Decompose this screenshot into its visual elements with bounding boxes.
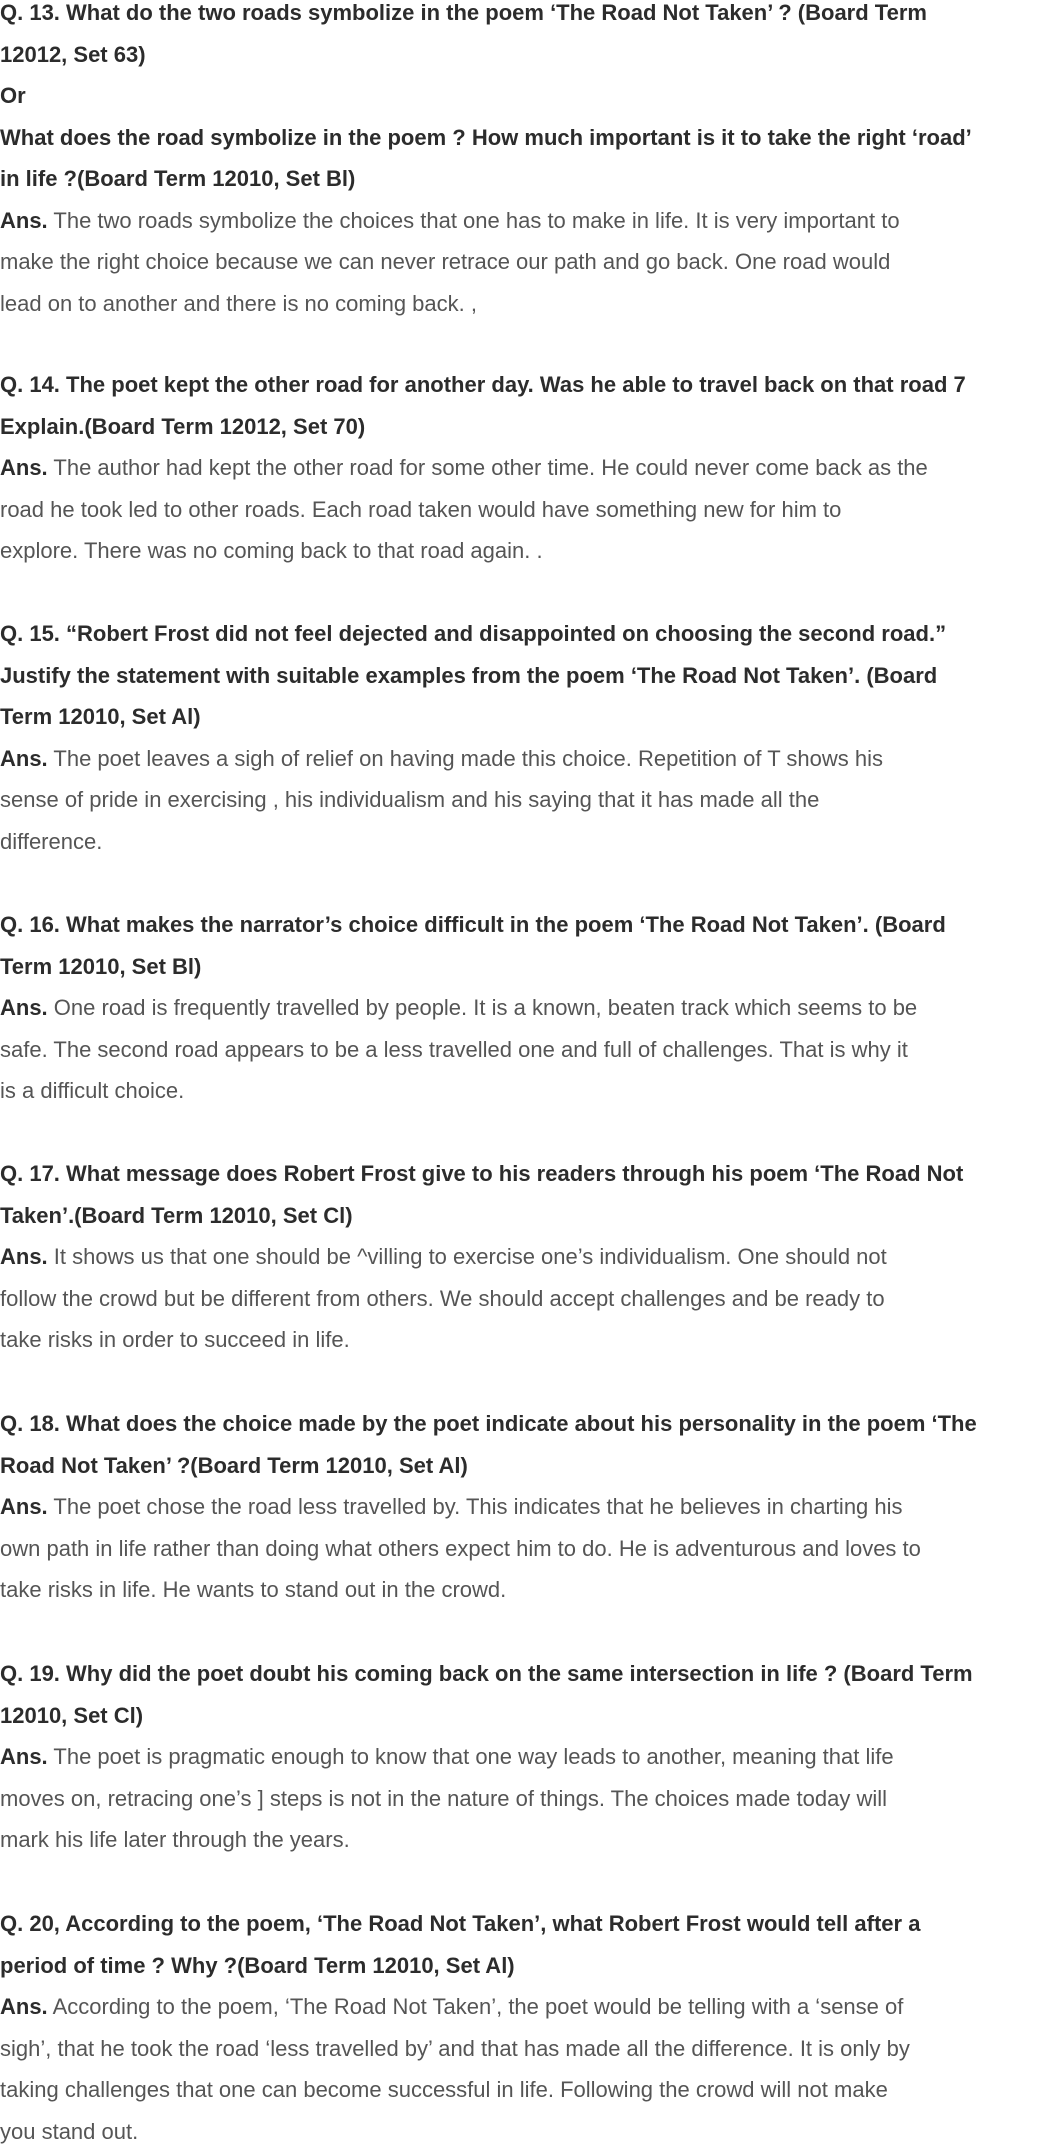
answer-line: take risks in order to succeed in life. (0, 1327, 350, 1352)
question-line: Justify the statement with suitable examples from the poem ‘The Road Not Taken’. (Board (0, 662, 938, 688)
qa-block-19 (0, 1653, 1057, 1861)
answer-line (0, 1236, 1057, 1278)
qa-block-18 (0, 1403, 1057, 1611)
question-line: in life ?(Board Term 12010, Set Bl) (0, 166, 356, 191)
question-line: Q. 15. “Robert Frost did not feel dejected and disappointed on choosing the second road.” (0, 621, 947, 646)
answer-line (0, 1486, 1057, 1528)
answer-label: Ans. (0, 745, 48, 771)
answer-line: taking challenges that one can become successful in life. Following the crowd will not make (0, 2077, 888, 2102)
answer-line: you stand out. (0, 2118, 139, 2144)
answer-line (0, 200, 1057, 242)
qa-block-16 (0, 904, 1057, 1112)
question-line: Taken’.(Board Term 12010, Set Cl) (0, 1202, 353, 1228)
question-line: Q. 13. What do the two roads symbolize in the poem ‘The Road Not Taken’ ? (Board Term (0, 0, 927, 25)
answer-text: According to the poem, ‘The Road Not Taken’, the poet would be telling with a ‘sense of (47, 1994, 904, 2019)
qa-block-14 (0, 364, 1057, 572)
answer-line: difference. (0, 828, 103, 854)
answer-text: One road is frequently travelled by people. It is a known, beaten track which seems to be (47, 995, 918, 1020)
answer-line (0, 447, 1057, 489)
question-line: Q. 20, According to the poem, ‘The Road Not Taken’, what Robert Frost would tell after a (0, 1911, 921, 1936)
answer-label: Ans. (0, 995, 48, 1020)
question-line: Term 12010, Set Al) (0, 704, 201, 729)
answer-text: The poet leaves a sigh of relief on having made this choice. Repetition of T shows his (47, 745, 883, 771)
question-line: Q. 14. The poet kept the other road for another day. Was he able to travel back on that road 7 (0, 372, 966, 397)
answer-line: sigh’, that he took the road ‘less travelled by’ and that has made all the difference. It is only by (0, 2035, 910, 2061)
answer-text: The two roads symbolize the choices that one has to make in life. It is very important to (47, 207, 900, 233)
question-line: Term 12010, Set Bl) (0, 953, 202, 979)
answer-label: Ans. (0, 1744, 48, 1769)
answer-line: safe. The second road appears to be a less travelled one and full of challenges. That is why it (0, 1036, 908, 1062)
question-line: What does the road symbolize in the poem ? How much important is it to take the right ‘road’ (0, 124, 972, 150)
question-line: 12012, Set 63) (0, 41, 146, 67)
question-line: Explain.(Board Term 12012, Set 70) (0, 413, 366, 439)
answer-label: Ans. (0, 1494, 48, 1519)
answer-line: take risks in life. He wants to stand out in the crowd. (0, 1577, 507, 1602)
answer-label: Ans. (0, 207, 48, 233)
answer-line: follow the crowd but be different from others. We should accept challenges and be ready to (0, 1285, 885, 1311)
question-line: Or (0, 83, 26, 108)
answer-label: Ans. (0, 1244, 48, 1269)
question-line: Q. 19. Why did the poet doubt his coming back on the same intersection in life ? (Board Term (0, 1661, 973, 1686)
qa-block-13 (0, 0, 1057, 324)
answer-line (0, 1986, 1057, 2028)
qa-block-20 (0, 1903, 1057, 2148)
answer-text: The poet is pragmatic enough to know that one way leads to another, meaning that life (47, 1744, 894, 1769)
answer-line: lead on to another and there is no coming back. , (0, 290, 477, 316)
answer-label: Ans. (0, 455, 48, 480)
answer-line: own path in life rather than doing what others expect him to do. He is adventurous and loves to (0, 1535, 921, 1561)
answer-line: road he took led to other roads. Each road taken would have something new for him to (0, 496, 842, 522)
answer-label: Ans. (0, 1994, 48, 2019)
question-line: Q. 18. What does the choice made by the poet indicate about his personality in the poem ‘The (0, 1411, 977, 1436)
question-line: 12010, Set Cl) (0, 1702, 144, 1728)
question-line: Road Not Taken’ ?(Board Term 12010, Set Al) (0, 1452, 468, 1478)
answer-line: mark his life later through the years. (0, 1827, 350, 1852)
answer-line: moves on, retracing one’s ] steps is not in the nature of things. The choices made today will (0, 1785, 888, 1811)
answer-line (0, 738, 1057, 780)
question-line: Q. 17. What message does Robert Frost give to his readers through his poem ‘The Road Not (0, 1161, 964, 1186)
answer-text: The poet chose the road less travelled by. This indicates that he believes in charting his (47, 1494, 903, 1519)
answer-line: is a difficult choice. (0, 1078, 185, 1103)
answer-line (0, 987, 1057, 1029)
answer-line: make the right choice because we can never retrace our path and go back. One road would (0, 249, 891, 274)
question-line: period of time ? Why ?(Board Term 12010, Set Al) (0, 1952, 515, 1978)
question-line: Q. 16. What makes the narrator’s choice difficult in the poem ‘The Road Not Taken’. (Board (0, 912, 946, 937)
qa-block-15 (0, 613, 1057, 862)
answer-line: sense of pride in exercising , his individualism and his saying that it has made all the (0, 787, 820, 812)
answer-text: The author had kept the other road for some other time. He could never come back as the (47, 455, 928, 480)
answer-line (0, 1736, 1057, 1778)
answer-text: It shows us that one should be ^villing to exercise one’s individualism. One should not (47, 1244, 887, 1269)
answer-line: explore. There was no coming back to that road again. . (0, 538, 543, 563)
qa-block-17 (0, 1153, 1057, 1361)
